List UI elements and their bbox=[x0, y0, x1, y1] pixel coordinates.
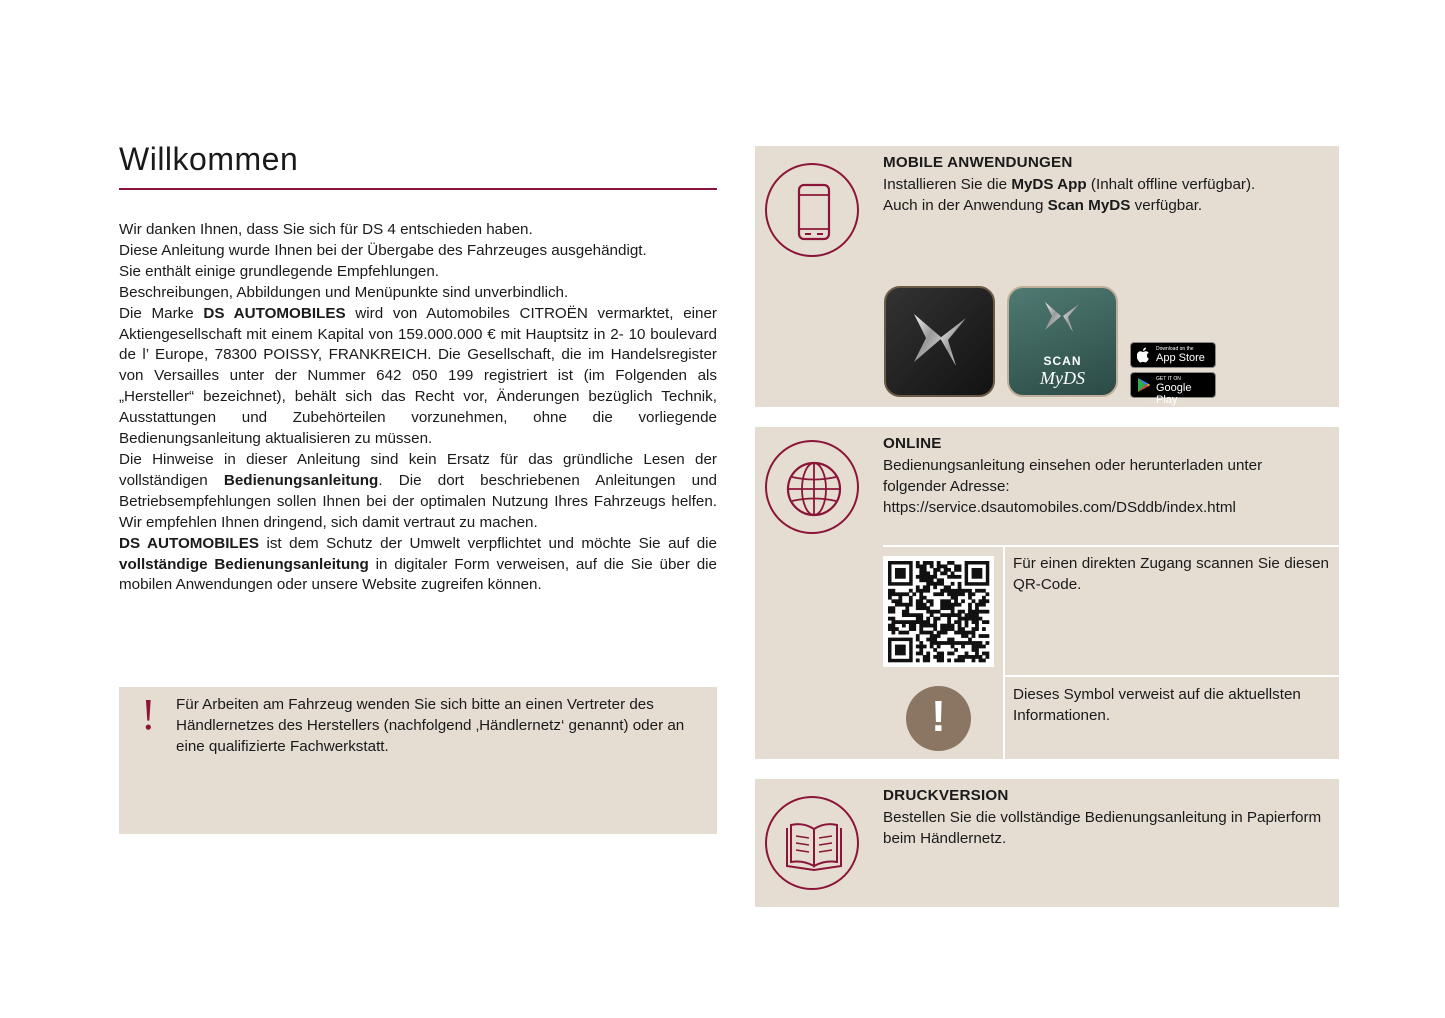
intro-p4: Beschreibungen, Abbildungen und Menüpunkte sind unverbindlich. bbox=[119, 283, 569, 301]
online-url[interactable]: https://service.dsautomobiles.com/DSddb/index.html bbox=[883, 499, 1236, 516]
app-store-badge[interactable] bbox=[1130, 342, 1216, 368]
online-text bbox=[883, 455, 1323, 518]
manual-term: Bedienungsanleitung bbox=[223, 471, 379, 489]
app-store-small-text: Download on the bbox=[1156, 346, 1194, 352]
intro-p6-a: Die Hinweise in dieser Anleitung sind kein Ersatz für das gründliche Lesen der vollständigen bbox=[119, 450, 717, 489]
info-exclamation-icon bbox=[906, 686, 971, 751]
ds-logo-icon bbox=[886, 288, 993, 395]
intro-p7 bbox=[119, 534, 717, 597]
mobile-text bbox=[883, 174, 1323, 216]
intro-text bbox=[119, 220, 717, 596]
online-divider-top bbox=[883, 545, 1339, 547]
mobile-line2-c: verfügbar. bbox=[1130, 197, 1203, 214]
intro-p6-c: . Die dort beschriebenen Anleitungen und Betriebsempfehlungen sollen Ihnen bei der optimalen Nutzung Ihres Fahrzeugs helfen. Wir empfehlen Ihnen dringend, sich damit vertraut zu machen. bbox=[119, 471, 717, 531]
myds-app-name: MyDS App bbox=[1011, 176, 1087, 193]
intro-p1: Wir danken Ihnen, dass Sie sich für DS 4 entschieden haben. bbox=[119, 221, 533, 238]
app-store-big-text: App Store bbox=[1156, 352, 1205, 364]
intro-p6 bbox=[119, 450, 717, 534]
myds-app-tile[interactable] bbox=[884, 286, 995, 397]
intro-p5-a: Die Marke bbox=[119, 304, 204, 322]
mobile-line1 bbox=[883, 174, 1323, 195]
mobile-line2 bbox=[883, 195, 1323, 216]
intro-p2: Diese Anleitung wurde Ihnen bei der Übergabe des Fahrzeuges ausgehändigt. bbox=[119, 241, 647, 259]
title-rule bbox=[119, 188, 717, 190]
google-play-badge[interactable] bbox=[1130, 372, 1216, 406]
online-panel bbox=[755, 427, 1339, 759]
scan-myds-name: Scan MyDS bbox=[1047, 197, 1131, 214]
warning-box bbox=[119, 687, 717, 834]
intro-p7-b: ist dem Schutz der Umwelt verpflichtet und möchte Sie auf die bbox=[258, 534, 717, 552]
ds-logo-icon-small bbox=[1009, 288, 1116, 348]
print-heading: DRUCKVERSION bbox=[883, 787, 1009, 804]
online-divider-middle bbox=[1005, 675, 1339, 677]
online-description: Bedienungsanleitung einsehen oder herunterladen unter folgender Adresse: bbox=[883, 457, 1263, 495]
brand-name-2: DS AUTOMOBILES bbox=[119, 534, 259, 552]
page-title: Willkommen bbox=[119, 141, 299, 177]
info-symbol-text: Dieses Symbol verweist auf die aktuellsten Informationen. bbox=[1013, 686, 1301, 724]
intro-p3: Sie enthält einige grundlegende Empfehlungen. bbox=[119, 262, 440, 280]
print-text: Bestellen Sie die vollständige Bedienungsanleitung in Papierform beim Händlernetz. bbox=[883, 809, 1322, 847]
google-play-icon bbox=[1137, 377, 1151, 393]
warning-exclamation-icon: ! bbox=[141, 690, 156, 739]
phone-icon bbox=[765, 163, 859, 257]
qr-instructions: Für einen direkten Zugang scannen Sie diesen QR-Code. bbox=[1013, 555, 1329, 593]
globe-icon bbox=[765, 440, 859, 534]
online-heading: ONLINE bbox=[883, 435, 942, 452]
intro-p7-d: in digitaler Form verweisen, auf die Sie über die mobilen Anwendungen oder unsere Website zugreifen können. bbox=[119, 555, 717, 594]
mobile-line1-a: Installieren Sie die bbox=[883, 176, 1012, 193]
qr-code-graphic bbox=[883, 556, 994, 667]
myds-label: MyDS bbox=[1040, 368, 1085, 388]
apple-icon bbox=[1137, 347, 1151, 363]
mobile-line2-a: Auch in der Anwendung bbox=[883, 197, 1048, 214]
scan-myds-app-tile[interactable] bbox=[1007, 286, 1118, 397]
full-manual-term: vollständige Bedienungsanleitung bbox=[119, 555, 369, 573]
warning-text: Für Arbeiten am Fahrzeug wenden Sie sich bitte an einen Vertreter des Händlernetzes des Herstellers (nachfolgend ‚Händlernetz‘ genannt) oder an eine qualifizierte Fachwerkstatt. bbox=[176, 696, 685, 755]
book-icon bbox=[765, 796, 859, 890]
qr-code-icon[interactable] bbox=[883, 556, 994, 667]
google-play-big-text: Google Play bbox=[1156, 382, 1192, 406]
mobile-apps-panel bbox=[755, 146, 1339, 407]
online-divider-vertical bbox=[1003, 547, 1005, 759]
google-play-small-text: GET IT ON bbox=[1156, 376, 1181, 382]
info-exclamation-mark: ! bbox=[931, 692, 946, 741]
mobile-heading: MOBILE ANWENDUNGEN bbox=[883, 154, 1073, 171]
intro-p5 bbox=[119, 304, 717, 450]
scan-label: SCAN bbox=[1043, 354, 1082, 368]
intro-p5-c: wird von Automobiles CITROËN vermarktet, einer Aktiengesellschaft mit einem Kapital von 159.000.000 € mit Hauptsitz in 2- 10 boulevard de l’ Europe, 78300 POISSY, FRANKREICH. Die Gesellschaft, die im Handelsregister von Versailles unter der Nummer 642 050 199 registriert ist (im Folgenden als „Hersteller“ bezeichnet), behält sich das Recht vor, Änderungen bezüglich Technik, Ausstattungen und Zubehörteilen vorzunehmen, ohne die vorliegende Bedienungsanleitung aktualisieren zu müssen. bbox=[119, 304, 717, 448]
brand-name: DS AUTOMOBILES bbox=[203, 304, 346, 322]
mobile-line1-c: (Inhalt offline verfügbar). bbox=[1086, 176, 1256, 193]
print-panel bbox=[755, 779, 1339, 907]
